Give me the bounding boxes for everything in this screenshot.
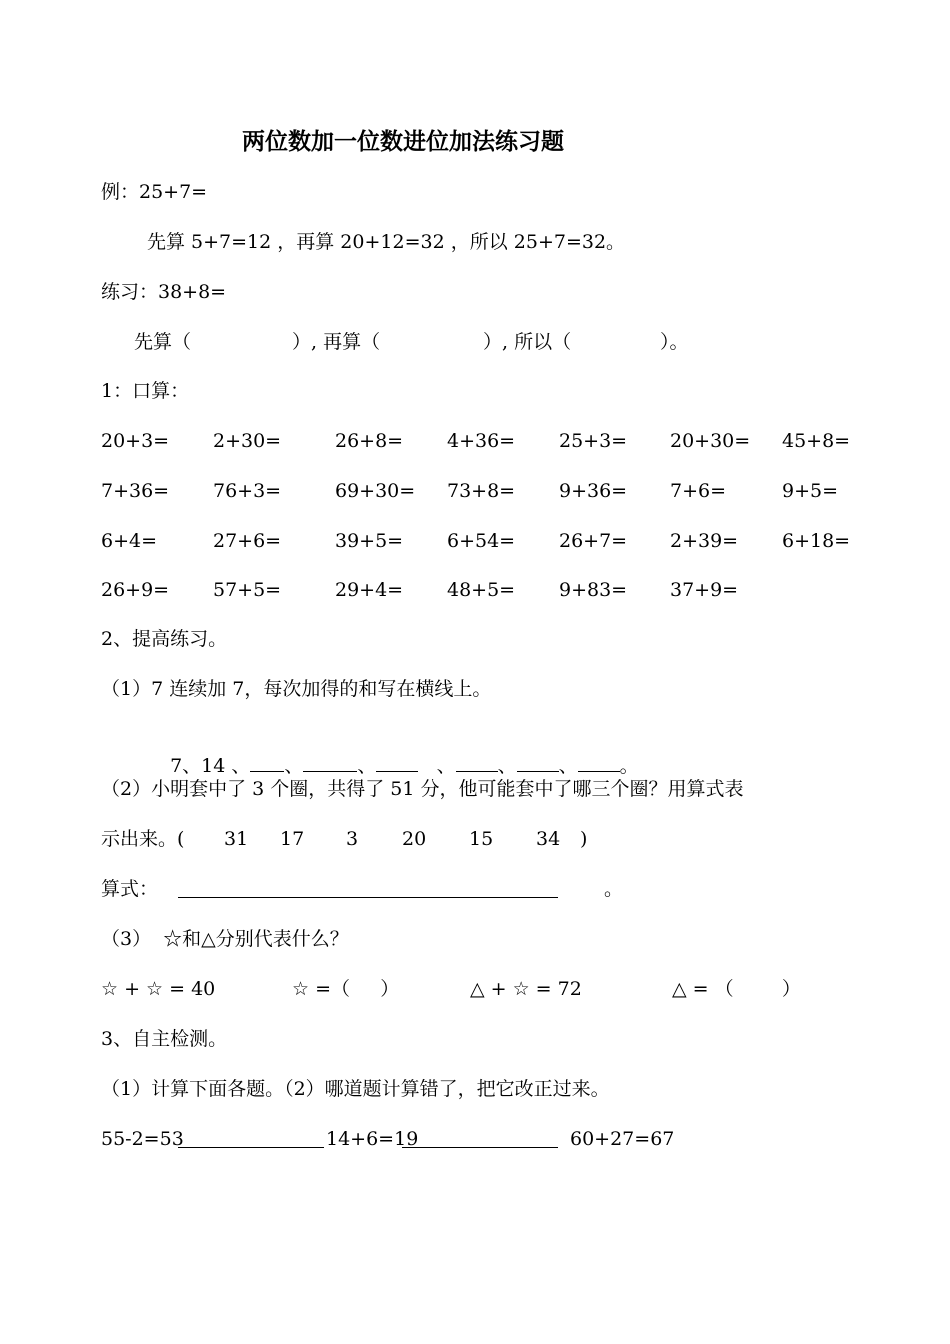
q2-prompt-line2: 示出来。( <box>101 828 185 850</box>
q2-prompt-line1: （2）小明套中了 3 个圈，共得了 51 分，他可能套中了哪三个圈？用算式表 <box>101 778 744 800</box>
ring-number: 20 <box>402 828 427 850</box>
q1-sep: 、 <box>357 755 377 777</box>
practice-step3: ）, 所以（ <box>483 331 572 353</box>
oral-calc-item: 27+6= <box>213 530 282 552</box>
practice-step-end: ）。 <box>660 331 689 353</box>
q1-sequence <box>158 729 639 778</box>
formula-end: 。 <box>604 878 624 900</box>
oral-calc-item: 7+36= <box>101 480 170 502</box>
oral-calc-item: 9+5= <box>782 480 839 502</box>
oral-calc-item: 69+30= <box>335 480 416 502</box>
oral-calc-item: 9+36= <box>559 480 628 502</box>
correction-line[interactable] <box>178 1147 324 1148</box>
example-steps: 先算 5+7=12 ，再算 20+12=32 ，所以 25+7=32。 <box>147 231 626 253</box>
oral-calc-item: 26+9= <box>101 579 170 601</box>
oral-calc-item: 37+9= <box>670 579 739 601</box>
ring-number: 3 <box>346 828 359 850</box>
correction-line[interactable] <box>402 1147 558 1148</box>
q1-sep: 、 <box>436 755 456 777</box>
close-paren: ) <box>580 828 588 850</box>
answer-blank[interactable] <box>517 753 559 772</box>
oral-calc-item: 29+4= <box>335 579 404 601</box>
q1-sep: 、 <box>284 755 304 777</box>
oral-calc-item: 48+5= <box>447 579 516 601</box>
example-label: 例：25+7= <box>101 181 208 203</box>
q1-sep: 、 <box>497 755 517 777</box>
formula-answer-line[interactable] <box>178 897 558 898</box>
ring-number: 15 <box>469 828 494 850</box>
answer-blank[interactable] <box>250 753 284 772</box>
oral-calc-item: 73+8= <box>447 480 516 502</box>
practice-label: 练习：38+8= <box>101 281 227 303</box>
check-item: 14+6=19 <box>326 1128 419 1150</box>
oral-calc-item: 25+3= <box>559 430 628 452</box>
q3-eq2: ☆ =（ ） <box>292 978 400 1000</box>
q1-prompt: （1）7 连续加 7，每次加得的和写在横线上。 <box>101 678 492 700</box>
oral-calc-item: 45+8= <box>782 430 851 452</box>
check-item: 55-2=53 <box>101 1128 184 1150</box>
oral-calc-item: 76+3= <box>213 480 282 502</box>
practice-step1: 先算（ <box>134 331 192 353</box>
oral-calc-item: 4+36= <box>447 430 516 452</box>
page-title: 两位数加一位数进位加法练习题 <box>242 128 564 155</box>
oral-calc-item: 6+54= <box>447 530 516 552</box>
oral-calc-item: 2+30= <box>213 430 282 452</box>
answer-blank[interactable] <box>578 753 620 772</box>
oral-calc-item: 26+7= <box>559 530 628 552</box>
check-item: 60+27=67 <box>570 1128 675 1150</box>
q1-start: 7、14 、 <box>170 755 251 777</box>
oral-calc-item: 6+4= <box>101 530 158 552</box>
oral-calc-item: 20+30= <box>670 430 751 452</box>
q1-sep: 、 <box>558 755 578 777</box>
answer-blank[interactable] <box>376 753 418 772</box>
section3-heading: 3、自主检测。 <box>101 1028 228 1050</box>
oral-calc-item: 26+8= <box>335 430 404 452</box>
oral-calc-item: 20+3= <box>101 430 170 452</box>
oral-calc-item: 39+5= <box>335 530 404 552</box>
ring-number: 31 <box>224 828 249 850</box>
answer-blank[interactable] <box>303 753 357 772</box>
practice-step2: ）, 再算（ <box>292 331 381 353</box>
formula-label: 算式： <box>101 878 159 900</box>
ring-number: 17 <box>280 828 305 850</box>
answer-blank[interactable] <box>456 753 498 772</box>
q1-end: 。 <box>619 755 639 777</box>
section3-prompt: （1）计算下面各题。（2）哪道题计算错了，把它改正过来。 <box>101 1078 610 1100</box>
oral-calc-item: 6+18= <box>782 530 851 552</box>
section1-heading: 1：口算： <box>101 380 190 402</box>
q3-eq3: △ + ☆ = 72 <box>470 978 582 1000</box>
ring-number: 34 <box>536 828 561 850</box>
q3-eq1: ☆ + ☆ = 40 <box>101 978 216 1000</box>
q3-prompt: （3） ☆和△分别代表什么？ <box>101 928 349 950</box>
oral-calc-item: 2+39= <box>670 530 739 552</box>
q3-eq4: △ = （ ） <box>672 978 801 1000</box>
oral-calc-item: 9+83= <box>559 579 628 601</box>
oral-calc-item: 7+6= <box>670 480 727 502</box>
section2-heading: 2、提高练习。 <box>101 628 228 650</box>
oral-calc-item: 57+5= <box>213 579 282 601</box>
